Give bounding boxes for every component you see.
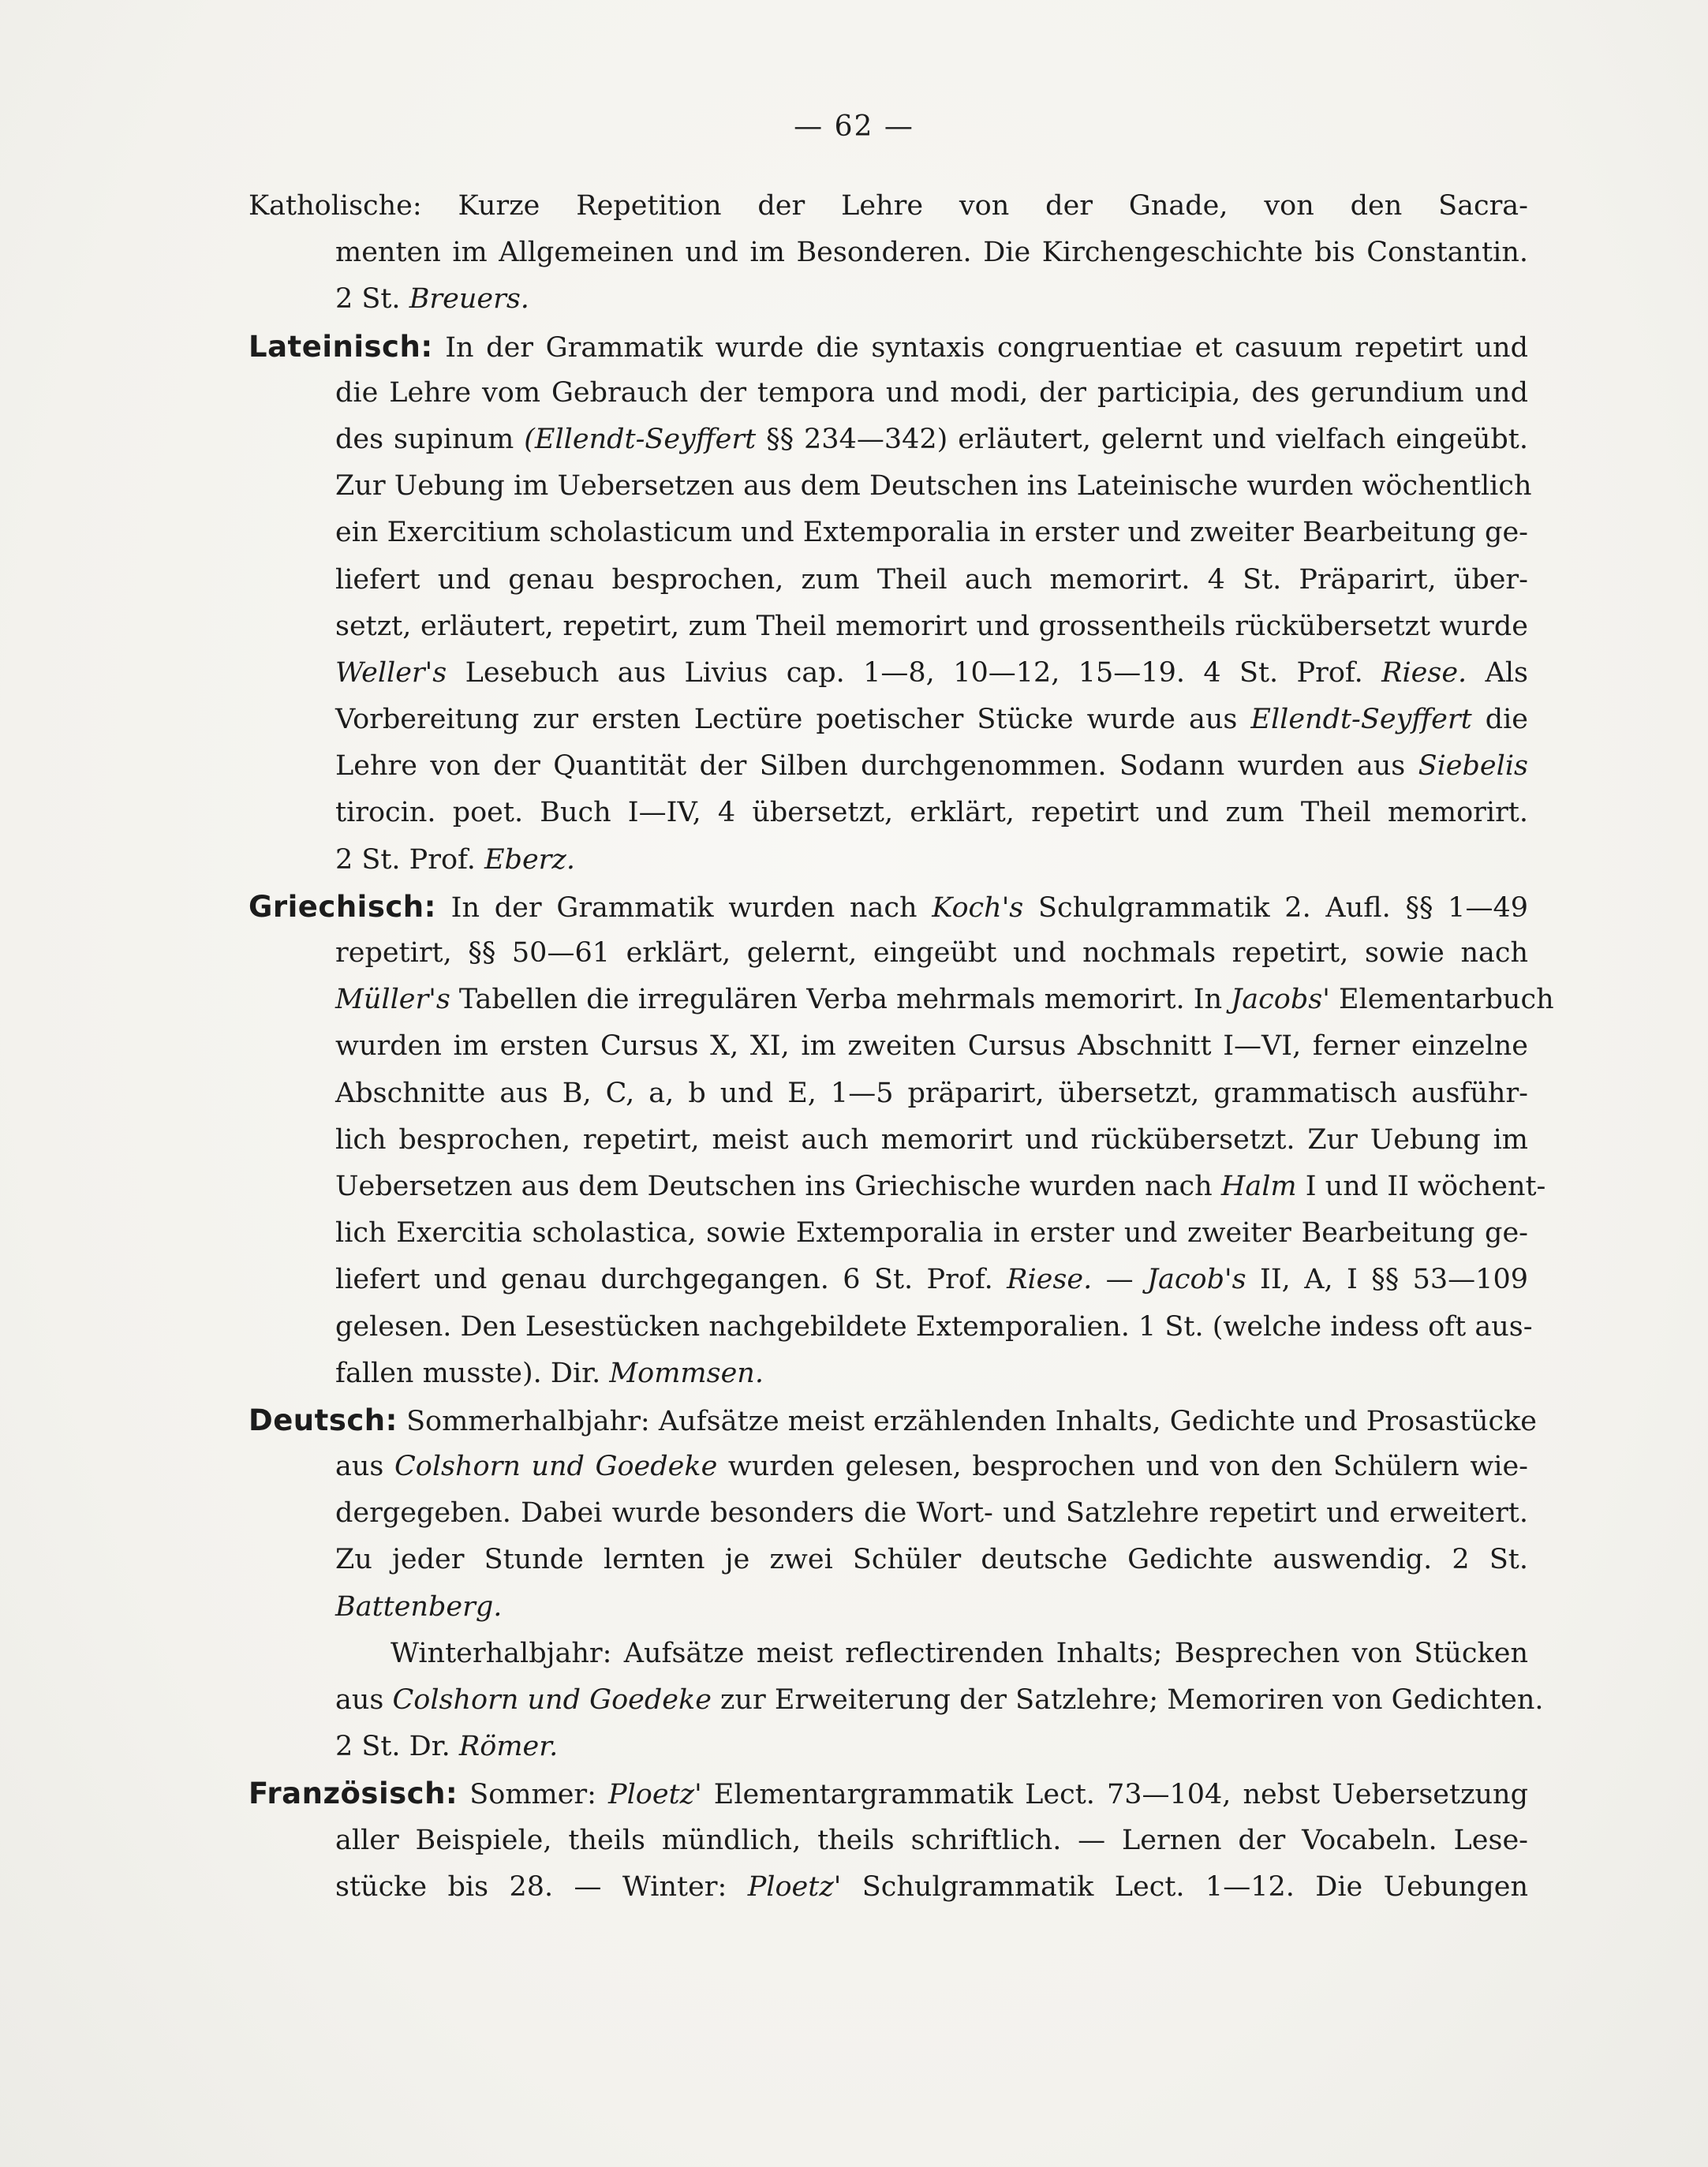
text-line (249, 557, 1528, 603)
text-line (249, 884, 1528, 930)
text-run: dergegeben. Dabei wurde besonders die Wort- und Satzlehre repetirt und erweitert. (335, 1497, 1528, 1530)
text-run: 2 St. (335, 283, 409, 316)
text-line (249, 837, 1528, 884)
text-line (249, 276, 1528, 323)
text-run: Tabellen die irregulären Verba mehrmals memorirt. In (450, 984, 1231, 1016)
text-line (249, 323, 1528, 370)
italic-text: Jacob's (1147, 1264, 1246, 1296)
italic-text: Müller's (335, 984, 450, 1016)
text-run: Katholische: Kurze Repetition der Lehre von der Gnade, von den Sacra- (249, 190, 1528, 222)
italic-text: Halm (1220, 1170, 1297, 1202)
text-run: des supinum (335, 423, 525, 455)
text-run: Sommer: (458, 1779, 609, 1811)
text-run: In der Grammatik wurde die syntaxis congruentiae et casuum repetirt und (432, 331, 1528, 364)
text-run: Winterhalbjahr: Aufsätze meist reflectirenden Inhalts; Besprechen von Stücken (391, 1637, 1528, 1669)
text-line (249, 1677, 1544, 1724)
text-run: — (1092, 1264, 1148, 1296)
text-run: wurden gelesen, besprochen und von den Schülern wie- (717, 1451, 1529, 1483)
text-line (249, 650, 1528, 697)
italic-text: Riese. (1381, 656, 1467, 689)
text-line (249, 1631, 1528, 1677)
italic-text: Ploetz' (608, 1779, 702, 1811)
text-run: aller Beispiele, theils mündlich, theils schriftlich. — Lernen der Vocabeln. Lese- (335, 1824, 1528, 1856)
text-line (249, 370, 1528, 417)
section-heading: Griechisch: (249, 889, 436, 924)
section-heading: Französisch: (249, 1777, 458, 1811)
section-heading: Lateinisch: (249, 329, 433, 364)
text-run: I und II wöchent- (1296, 1170, 1546, 1202)
italic-text: Eberz. (484, 843, 575, 876)
text-line (249, 1444, 1528, 1490)
italic-text: Breuers. (409, 283, 529, 316)
text-line (249, 1537, 1528, 1583)
text-run: In der Grammatik wurden nach (435, 891, 932, 924)
text-run: liefert und genau besprochen, zum Theil auch memorirt. 4 St. Präparirt, über- (335, 563, 1528, 596)
text-run: die Lehre vom Gebrauch der tempora und modi, der participia, des gerundium und (335, 376, 1528, 409)
text-line (249, 1351, 1528, 1397)
italic-text: (Ellendt-Seyffert (524, 423, 757, 455)
text-line (249, 1864, 1528, 1911)
text-line (249, 1070, 1528, 1117)
text-run: Zur Uebung im Uebersetzen aus dem Deutschen ins Lateinische wurden wöchentlich (335, 470, 1532, 503)
italic-text: Siebelis (1418, 750, 1528, 783)
italic-text: Römer. (458, 1731, 559, 1763)
text-line (249, 1117, 1528, 1164)
text-run: liefert und genau durchgegangen. 6 St. Prof. (335, 1264, 1007, 1296)
italic-text: Jacobs' (1231, 984, 1330, 1016)
text-run: menten im Allgemeinen und im Besonderen. Die Kirchengeschichte bis Constantin. (335, 237, 1528, 269)
text-run: Lehre von der Quantität der Silben durchgenommen. Sodann wurden aus (335, 750, 1418, 783)
text-run: setzt, erläutert, repetirt, zum Theil memorirt und grossentheils rückübersetzt wurde (335, 610, 1528, 642)
text-line (249, 790, 1528, 836)
text-run: aus (335, 1684, 393, 1716)
italic-text: Ellendt-Seyffert (1250, 704, 1472, 736)
text-run: Als (1467, 656, 1528, 689)
text-run: tirocin. poet. Buch I—IV, 4 übersetzt, erklärt, repetirt und zum Theil memorirt. (335, 797, 1528, 829)
text-run: ein Exercitium scholasticum und Extemporalia in erster und zweiter Bearbeitung ge- (335, 517, 1528, 549)
text-run: Elementarbuch (1329, 984, 1554, 1016)
text-run: lich besprochen, repetirt, meist auch memorirt und rückübersetzt. Zur Uebung im (335, 1123, 1528, 1156)
text-line (249, 1397, 1538, 1444)
text-line (249, 1257, 1528, 1303)
text-run: Uebersetzen aus dem Deutschen ins Griechische wurden nach (335, 1170, 1221, 1202)
text-run: lich Exercitia scholastica, sowie Extemporalia in erster und zweiter Bearbeitung ge- (335, 1217, 1528, 1250)
text-line (249, 1584, 1528, 1631)
text-run: die (1471, 704, 1529, 736)
text-run: aus (335, 1451, 394, 1483)
italic-text: Weller's (335, 656, 447, 689)
text-line (249, 977, 1554, 1023)
italic-text: Colshorn und Goedeke (394, 1451, 718, 1483)
text-line (249, 230, 1528, 276)
text-run: Schulgrammatik 2. Aufl. §§ 1—49 (1023, 891, 1528, 924)
text-line (249, 1023, 1528, 1070)
italic-text: Colshorn und Goedeke (392, 1684, 712, 1716)
text-line (249, 1770, 1528, 1817)
text-line (249, 510, 1528, 556)
text-run: Elementargrammatik Lect. 73—104, nebst Uebersetzung (701, 1779, 1528, 1811)
text-run: 2 St. Prof. (335, 843, 484, 876)
text-line (249, 1210, 1528, 1257)
text-line (249, 1724, 1528, 1770)
text-line (249, 697, 1528, 743)
text-run: wurden im ersten Cursus X, XI, im zweiten Cursus Abschnitt I—VI, ferner einzelne (335, 1030, 1528, 1063)
text-run: 2 St. Dr. (335, 1731, 459, 1763)
text-run: stücke bis 28. — Winter: (335, 1870, 748, 1903)
text-run: II, A, I §§ 53—109 (1246, 1264, 1528, 1296)
text-line (249, 463, 1532, 510)
text-run: zur Erweiterung der Satzlehre; Memoriren von Gedichten. (711, 1684, 1544, 1716)
italic-text: Mommsen. (609, 1357, 764, 1389)
text-line (249, 603, 1528, 650)
text-run: Vorbereitung zur ersten Lectüre poetischer Stücke wurde aus (335, 704, 1251, 736)
text-line (249, 1304, 1533, 1351)
section-heading: Deutsch: (249, 1403, 398, 1437)
text-line (249, 417, 1528, 463)
text-line (249, 183, 1528, 230)
text-run: Abschnitte aus B, C, a, b und E, 1—5 präparirt, übersetzt, grammatisch ausführ- (335, 1077, 1528, 1109)
text-run: Schulgrammatik Lect. 1—12. Die Uebungen (841, 1870, 1528, 1903)
text-line (249, 1490, 1528, 1537)
text-line (249, 1818, 1528, 1864)
text-line (249, 930, 1528, 977)
text-run: Lesebuch aus Livius cap. 1—8, 10—12, 15—19. 4 St. Prof. (447, 656, 1382, 689)
italic-text: Riese. (1007, 1264, 1093, 1296)
italic-text: Ploetz' (747, 1870, 842, 1903)
page-number: — 62 — (794, 110, 914, 143)
text-line (249, 743, 1528, 790)
italic-text: Battenberg. (335, 1590, 503, 1623)
text-run: gelesen. Den Lesestücken nachgebildete Extemporalien. 1 St. (welche indess oft aus- (335, 1310, 1533, 1343)
text-run: Zu jeder Stunde lernten je zwei Schüler deutsche Gedichte auswendig. 2 St. (335, 1544, 1528, 1576)
text-line (249, 1164, 1546, 1210)
text-run: §§ 234—342) erläutert, gelernt und vielfach eingeübt. (756, 423, 1528, 455)
text-run: Sommerhalbjahr: Aufsätze meist erzählenden Inhalts, Gedichte und Prosastücke (397, 1405, 1538, 1437)
text-run: fallen musste). Dir. (335, 1357, 610, 1389)
text-run: repetirt, §§ 50—61 erklärt, gelernt, eingeübt und nochmals repetirt, sowie nach (335, 937, 1528, 969)
body-text (249, 183, 1554, 1911)
italic-text: Koch's (932, 891, 1024, 924)
